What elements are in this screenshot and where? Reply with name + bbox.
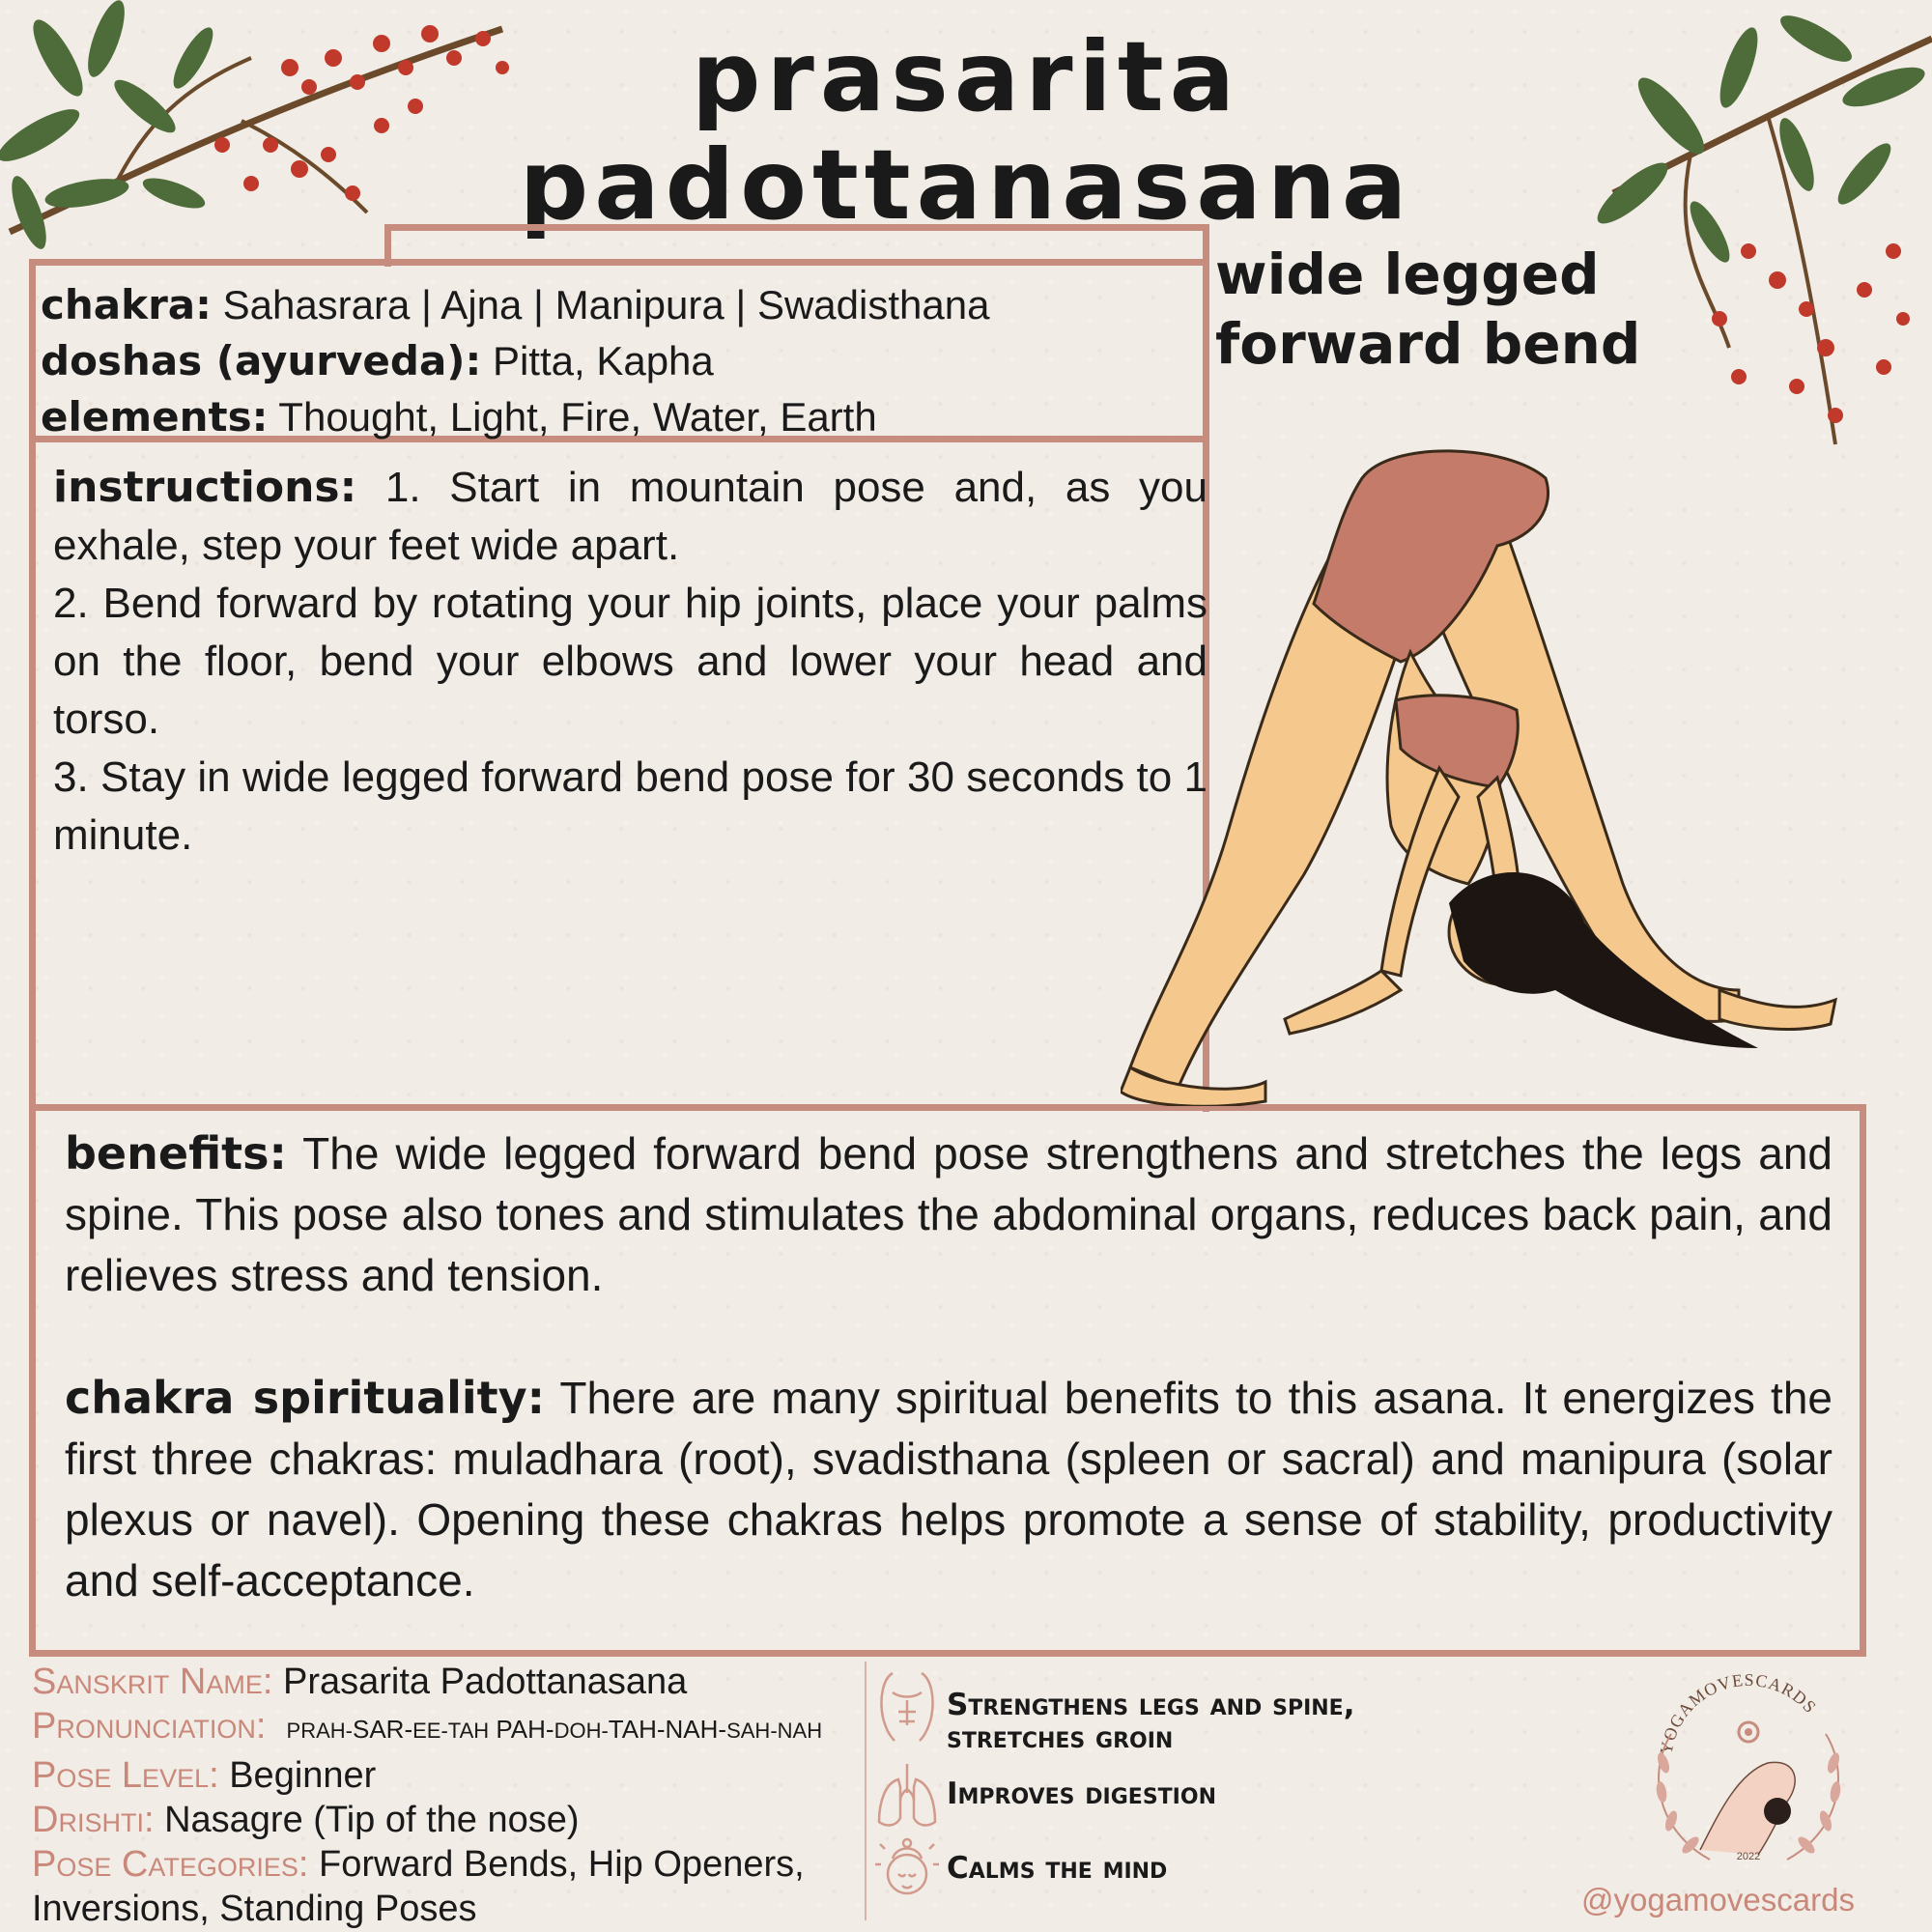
torso-icon [873, 1669, 941, 1743]
pose-level-label: Pose Level: [32, 1755, 219, 1796]
benefit-bullet-3: Calms the mind [947, 1851, 1168, 1886]
pose-title [0, 20, 1932, 242]
logo-year: 2022 [1736, 1851, 1761, 1862]
doshas-row [41, 333, 989, 389]
wide-legged-forward-bend-illustration [1121, 449, 1903, 1106]
meditating-head-icon [873, 1835, 941, 1909]
sanskrit-name-label: Sanskrit Name: [32, 1662, 273, 1702]
footer-divider [865, 1662, 867, 1920]
pose-categories-label: Pose Categories: [32, 1844, 309, 1885]
instruction-step-3: 3. Stay in wide legged forward bend pose for 30 seconds to 1 minute. [53, 753, 1208, 859]
benefit-bullet-1-line-2: stretches groin [947, 1720, 1174, 1755]
benefits-text: The wide legged forward bend pose strengthens and stretches the legs and spine. This pose also tones and stimulates the abdominal organs, reduces back pain, and relieves stress and tension. [65, 1128, 1833, 1300]
pronunciation-part-6: TAH-NAH- [608, 1715, 727, 1744]
pose-english-name [1215, 240, 1640, 379]
pronunciation-part-4: PAH- [489, 1715, 554, 1744]
benefits-section [65, 1123, 1833, 1306]
meta-frame-tab [384, 224, 1209, 267]
instructions-section [53, 459, 1208, 865]
chakra-spirituality-label: chakra spirituality: [65, 1372, 546, 1424]
pose-level-row [32, 1753, 822, 1798]
doshas-value: Pitta, Kapha [481, 338, 714, 384]
sanskrit-name-value: Prasarita Padottanasana [272, 1662, 688, 1702]
pronunciation-part-5: DOH- [554, 1719, 609, 1743]
instruction-step-2: 2. Bend forward by rotating your hip joints, place your palms on the floor, bend your elbows and lower your head and torso. [53, 580, 1208, 743]
pose-details [32, 1660, 822, 1931]
instruction-step-1-text: 1. Start in mountain pose and, as you exhale, step your feet wide apart. [53, 464, 1208, 569]
chakra-spirituality-text: There are many spiritual benefits to this asana. It energizes the first three chakras: muladhara (root), svadisthana (spleen or sacral) and manipura (solar plexus or navel). Opening these chakras helps promote a sense of stability, productivity and self-acceptance. [65, 1373, 1833, 1605]
pronunciation-row [32, 1704, 822, 1753]
pose-categories-value: Forward Bends, Hip Openers, [308, 1844, 805, 1885]
pose-meta [41, 277, 989, 445]
pose-categories-row-2: Inversions, Standing Poses [32, 1889, 477, 1929]
drishti-value: Nasagre (Tip of the nose) [154, 1800, 580, 1840]
chakra-label: chakra: [41, 281, 212, 328]
doshas-label: doshas (ayurveda): [41, 337, 482, 384]
elements-row [41, 389, 989, 445]
pose-categories-row [32, 1842, 822, 1887]
title-line-2: padottanasana [519, 128, 1413, 242]
subtitle-line-2: forward bend [1215, 311, 1641, 377]
pronunciation-part-2: SAR- [352, 1715, 413, 1744]
pronunciation-part-3: EE-TAH [412, 1719, 490, 1743]
benefit-bullet-1 [947, 1689, 1355, 1754]
benefit-bullet-2: Improves digestion [947, 1776, 1216, 1811]
title-line-1: prasarita [691, 20, 1241, 133]
benefits-label: benefits: [65, 1127, 287, 1179]
svg-text:YOGAMOVESCARDS [1656, 1670, 1820, 1756]
instagram-handle: @yogamovescards [1581, 1882, 1855, 1918]
instructions-label: instructions: [53, 463, 357, 512]
sanskrit-name-row [32, 1660, 822, 1704]
benefit-bullet-1-line-1: Strengthens legs and spine, [947, 1688, 1355, 1722]
chakra-row [41, 277, 989, 333]
logo-arc-text: YOGAMOVESCARDS [1656, 1669, 1821, 1756]
pronunciation-part-1: PRAH- [286, 1719, 353, 1743]
instruction-step-1 [53, 459, 1208, 575]
yogamovescards-logo [1633, 1657, 1864, 1879]
pronunciation-label: Pronunciation: [32, 1706, 267, 1747]
elements-value: Thought, Light, Fire, Water, Earth [268, 394, 877, 440]
drishti-label: Drishti: [32, 1800, 155, 1840]
chakra-spirituality-section [65, 1368, 1833, 1611]
chakra-value: Sahasrara | Ajna | Manipura | Swadisthana [211, 282, 990, 327]
elements-label: elements: [41, 393, 269, 440]
pronunciation-part-7: SAH-NAH [726, 1719, 823, 1743]
drishti-row [32, 1798, 822, 1842]
subtitle-line-1: wide legged [1215, 242, 1600, 307]
pose-level-value: Beginner [218, 1755, 377, 1796]
lungs-icon [873, 1760, 941, 1833]
